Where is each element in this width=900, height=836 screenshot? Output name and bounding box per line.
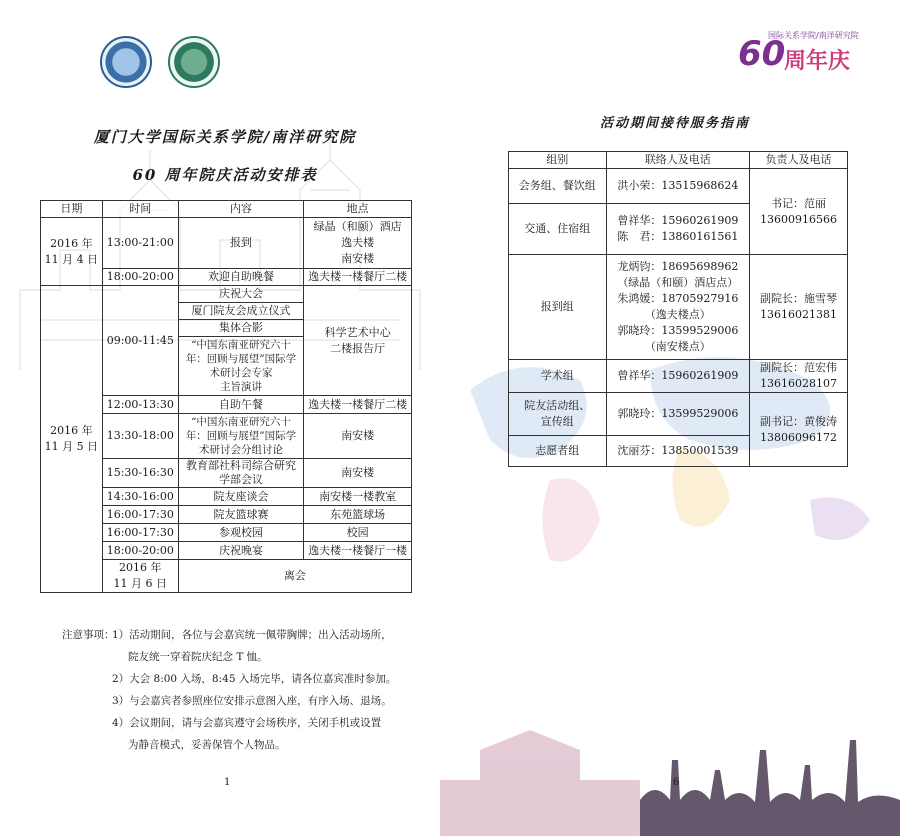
content-cell: 庆祝大会 xyxy=(178,286,304,303)
contact-cell: 曾祥华：15960261909 陈 君：13860161561 xyxy=(606,204,750,255)
contact-cell: 龙炳钧：18695698962 （绿晶（和颐）酒店点） 朱鸿媛：18705927916 （逸夫楼点） 郭晓玲：13599529006 （南安楼点） xyxy=(606,255,750,360)
table-row xyxy=(509,393,848,436)
time-cell: 12:00-13:30 xyxy=(102,396,178,414)
place-cell: 校园 xyxy=(304,524,412,542)
time-cell: 09:00-11:45 xyxy=(102,286,178,396)
time-cell: 16:00-17:30 xyxy=(102,506,178,524)
anniversary-sub-text: 国际关系学院/南洋研究院 xyxy=(768,31,859,40)
content-cell: 报到 xyxy=(178,218,304,269)
content-cell: 院友座谈会 xyxy=(178,488,304,506)
place-cell: 南安楼一楼教室 xyxy=(304,488,412,506)
note-item-4b: 为静音模式，妥善保管个人物品。 xyxy=(128,739,286,751)
place-cell: 南安楼 xyxy=(304,459,412,488)
leader-cell: 副书记：黄俊涛 13806096172 xyxy=(750,393,848,467)
page-number-left: 1 xyxy=(224,777,231,788)
anniversary-logo xyxy=(738,30,888,80)
note-item-3: 3）与会嘉宾者参照座位安排示意图入座，有序入场、退场。 xyxy=(112,695,392,707)
page-title-schedule: 60 周年院庆活动安排表 xyxy=(132,166,318,184)
content-cell: 集体合影 xyxy=(178,320,304,337)
place-cell: 绿晶（和颐）酒店 逸夫楼 南安楼 xyxy=(304,218,412,269)
header-place: 地点 xyxy=(304,201,412,218)
content-cell: 教育部社科司综合研究 学部会议 xyxy=(178,459,304,488)
group-cell: 志愿者组 xyxy=(509,436,607,467)
page-number-right: 6 xyxy=(673,777,680,788)
time-cell: 18:00-20:00 xyxy=(102,542,178,560)
table-header-row xyxy=(41,201,412,218)
time-cell: 16:00-17:30 xyxy=(102,524,178,542)
content-cell: 自助午餐 xyxy=(178,396,304,414)
table-row xyxy=(509,360,848,393)
date-cell: 2016 年 11 月 5 日 xyxy=(41,286,103,593)
group-cell: 院友活动组、 宣传组 xyxy=(509,393,607,436)
table-row xyxy=(41,218,412,269)
group-cell: 交通、住宿组 xyxy=(509,204,607,255)
contact-cell: 郭晓玲：13599529006 xyxy=(606,393,750,436)
group-cell: 报到组 xyxy=(509,255,607,360)
place-cell: 东苑篮球场 xyxy=(304,506,412,524)
group-cell: 学术组 xyxy=(509,360,607,393)
content-cell: 庆祝晚宴 xyxy=(178,542,304,560)
content-cell: 厦门院友会成立仪式 xyxy=(178,303,304,320)
leader-cell: 书记：范丽 13600916566 xyxy=(750,169,848,255)
content-cell: 离会 xyxy=(178,560,411,593)
table-row xyxy=(41,286,412,303)
content-cell: 欢迎自助晚餐 xyxy=(178,269,304,286)
note-item-2: 2）大会 8:00 入场，8:45 入场完毕，请各位嘉宾准时参加。 xyxy=(112,673,397,685)
leader-cell: 副院长：施雪琴 13616021381 xyxy=(750,255,848,360)
content-cell: “中国东南亚研究六十年：回顾与展望”国际学术研讨会专家 主旨演讲 xyxy=(178,337,304,396)
note-item-1b: 院友统一穿着院庆纪念 T 恤。 xyxy=(128,651,268,663)
time-cell: 14:30-16:00 xyxy=(102,488,178,506)
page-title-institution: 厦门大学国际关系学院/南洋研究院 xyxy=(93,128,357,146)
content-cell: “中国东南亚研究六十年：回顾与展望”国际学术研讨会分组讨论 xyxy=(178,414,304,459)
content-cell: 参观校园 xyxy=(178,524,304,542)
contact-cell: 曾祥华：15960261909 xyxy=(606,360,750,393)
contact-cell: 洪小荣：13515968624 xyxy=(606,169,750,204)
celebration-crowd-background xyxy=(440,690,900,836)
header-contact: 联络人及电话 xyxy=(606,152,750,169)
place-cell: 逸夫楼一楼餐厅二楼 xyxy=(304,396,412,414)
content-cell: 院友篮球赛 xyxy=(178,506,304,524)
place-cell: 南安楼 xyxy=(304,414,412,459)
table-row xyxy=(509,169,848,204)
header-content: 内容 xyxy=(178,201,304,218)
place-cell: 逸夫楼一楼餐厅一楼 xyxy=(304,542,412,560)
leader-cell: 副院长：范宏伟 13616028107 xyxy=(750,360,848,393)
time-cell: 18:00-20:00 xyxy=(102,269,178,286)
group-cell: 会务组、餐饮组 xyxy=(509,169,607,204)
notes-label: 注意事项： xyxy=(62,629,115,641)
table-header-row xyxy=(509,152,848,169)
header-leader: 负责人及电话 xyxy=(750,152,848,169)
note-item-1a: 1）活动期间，各位与会嘉宾统一佩带胸牌；出入活动场所， xyxy=(112,629,392,641)
anniversary-number: 60 xyxy=(738,34,786,74)
contact-cell: 沈丽芬：13850001539 xyxy=(606,436,750,467)
time-cell: 13:30-18:00 xyxy=(102,414,178,459)
event-schedule-table xyxy=(40,200,412,593)
time-cell: 15:30-16:30 xyxy=(102,459,178,488)
note-item-4a: 4）会议期间，请与会嘉宾遵守会场秩序，关闭手机或设置 xyxy=(112,717,382,729)
university-logo-emblem xyxy=(100,36,152,88)
date-cell: 2016 年 11 月 4 日 xyxy=(41,218,103,286)
contacts-table xyxy=(508,151,848,467)
header-group: 组别 xyxy=(509,152,607,169)
header-time: 时间 xyxy=(102,201,178,218)
date-cell: 2016 年 11 月 6 日 xyxy=(102,560,178,593)
institute-logo-emblem xyxy=(168,36,220,88)
page-title-service-guide: 活动期间接待服务指南 xyxy=(599,116,750,131)
place-cell: 逸夫楼一楼餐厅二楼 xyxy=(304,269,412,286)
place-cell: 科学艺术中心 二楼报告厅 xyxy=(304,286,412,396)
time-cell: 13:00-21:00 xyxy=(102,218,178,269)
anniversary-text: 周年庆 xyxy=(784,49,851,74)
header-date: 日期 xyxy=(41,201,103,218)
table-row xyxy=(509,255,848,360)
